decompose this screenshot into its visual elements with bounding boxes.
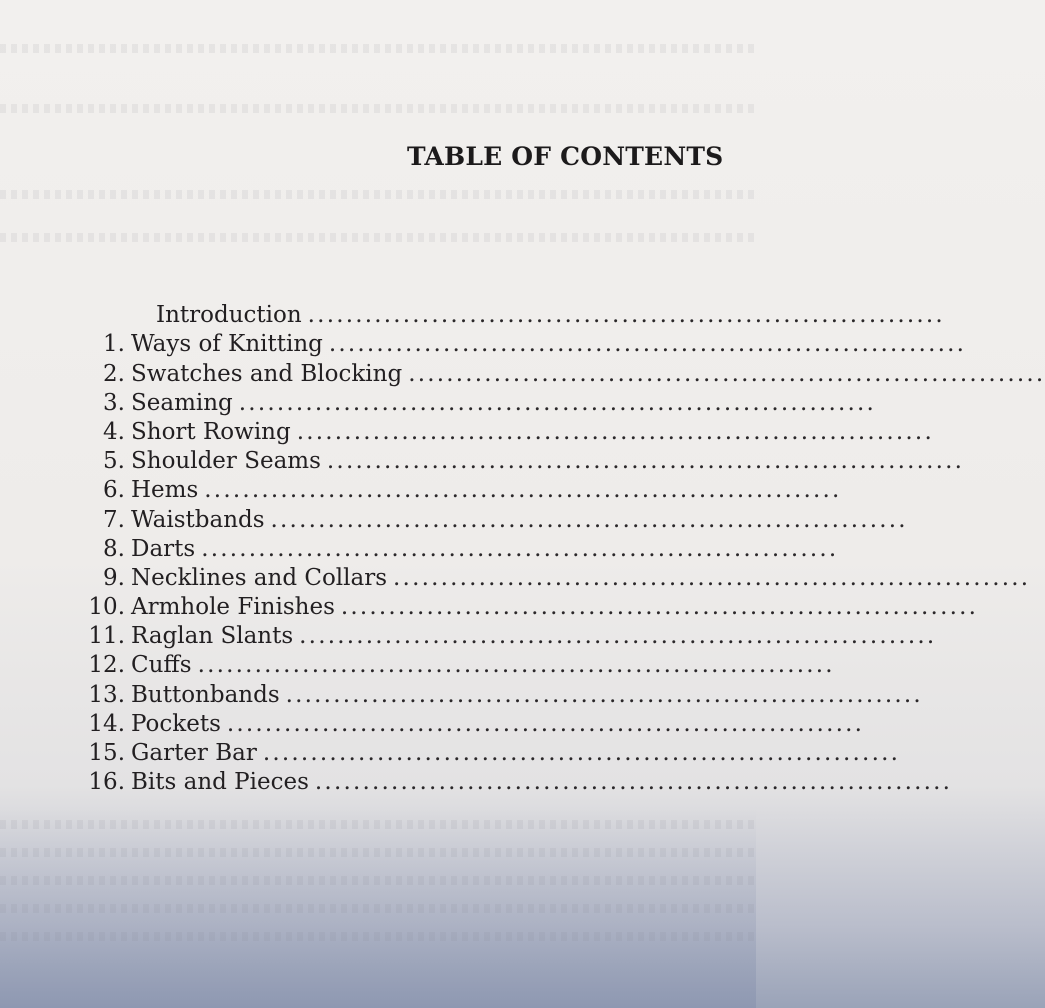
- toc-entry-title: Cuffs: [131, 652, 192, 679]
- toc-entry-number: 4.: [103, 418, 125, 445]
- toc-entry[interactable]: [0, 416, 934, 445]
- toc-entry-number: 6.: [103, 477, 125, 504]
- toc-dot-leader: ...................................................................: [201, 535, 839, 562]
- toc-entry[interactable]: [0, 299, 945, 329]
- toc-dot-leader: ...................................................................: [270, 506, 908, 533]
- toc-dot-leader: ...................................................................: [307, 302, 945, 329]
- bleed-through-line: [0, 104, 756, 113]
- toc-dot-leader: ...................................................................: [296, 418, 934, 445]
- toc-entry[interactable]: [0, 357, 1045, 387]
- toc-entry-title: Buttonbands: [131, 681, 280, 708]
- toc-entry[interactable]: [0, 766, 953, 796]
- toc-entry-title: Darts: [131, 535, 196, 562]
- toc-dot-leader: ...................................................................: [238, 389, 877, 416]
- toc-entry[interactable]: [0, 328, 967, 358]
- toc-entry-number: 5.: [103, 448, 125, 475]
- toc-entry[interactable]: [0, 737, 901, 766]
- toc-entry-title: Armhole Finishes: [131, 594, 335, 621]
- toc-entry-title: Bits and Pieces: [131, 769, 309, 796]
- toc-entry[interactable]: [0, 533, 839, 562]
- toc-entry[interactable]: [0, 649, 835, 679]
- toc-entry-number: 15.: [88, 740, 125, 766]
- toc-entry-number: 13.: [88, 681, 125, 708]
- toc-dot-leader: ...................................................................: [204, 477, 842, 504]
- toc-entry-title: Necklines and Collars: [131, 564, 388, 591]
- toc-dot-leader: ...................................................................: [340, 594, 979, 621]
- page-title: TABLE OF CONTENTS: [407, 142, 724, 171]
- toc-entry-number: 14.: [88, 710, 125, 737]
- toc-entry-number: 9.: [103, 564, 125, 591]
- toc-entry-title: Introduction: [156, 302, 302, 329]
- toc-dot-leader: ...................................................................: [285, 681, 923, 708]
- toc-dot-leader: ...................................................................: [408, 360, 1045, 387]
- toc-entry-title: Swatches and Blocking: [131, 360, 403, 387]
- toc-dot-leader: ...................................................................: [197, 652, 835, 679]
- toc-entry[interactable]: [0, 708, 865, 737]
- toc-dot-leader: ...................................................................: [393, 564, 1031, 591]
- toc-entry-title: Garter Bar: [131, 740, 257, 766]
- toc-entry-title: Hems: [131, 477, 199, 504]
- bleed-through-line: [0, 44, 756, 53]
- toc-entry-number: 12.: [88, 652, 125, 679]
- toc-entry[interactable]: [0, 503, 908, 533]
- toc-entry-title: Shoulder Seams: [131, 448, 321, 475]
- toc-entry[interactable]: [0, 678, 923, 708]
- toc-dot-leader: ...................................................................: [326, 448, 965, 475]
- toc-entry[interactable]: [0, 387, 877, 416]
- toc-dot-leader: ...................................................................: [262, 740, 901, 766]
- photo-shadow: [0, 808, 756, 1008]
- toc-dot-leader: ...................................................................: [314, 769, 953, 796]
- toc-entry-number: 2.: [103, 360, 125, 387]
- toc-entry-number: 7.: [103, 506, 125, 533]
- toc-entry-number: 10.: [88, 594, 125, 621]
- toc-entry[interactable]: [0, 445, 965, 475]
- toc-dot-leader: ...................................................................: [299, 623, 937, 650]
- toc-entry[interactable]: [0, 620, 937, 650]
- toc-entry-title: Short Rowing: [131, 418, 291, 445]
- toc-entry-number: 1.: [103, 331, 125, 358]
- toc-dot-leader: ...................................................................: [226, 710, 865, 737]
- toc-entry-title: Seaming: [131, 389, 233, 416]
- toc-entry[interactable]: [0, 474, 842, 504]
- toc-entry-title: Ways of Knitting: [131, 331, 323, 358]
- toc-dot-leader: ...................................................................: [328, 331, 967, 358]
- toc-entry[interactable]: [0, 562, 1031, 591]
- toc-entry-number: 8.: [103, 535, 125, 562]
- toc-entry-number: 3.: [103, 389, 125, 416]
- bleed-through-line: [0, 233, 756, 242]
- table-of-contents: [0, 299, 1045, 796]
- toc-entry-title: Pockets: [131, 710, 221, 737]
- bleed-through-line: [0, 190, 756, 199]
- toc-entry-number: 16.: [88, 769, 125, 796]
- toc-entry-title: Waistbands: [131, 506, 265, 533]
- toc-entry-number: 11.: [88, 623, 125, 650]
- toc-entry[interactable]: [0, 591, 979, 621]
- toc-entry-title: Raglan Slants: [131, 623, 294, 650]
